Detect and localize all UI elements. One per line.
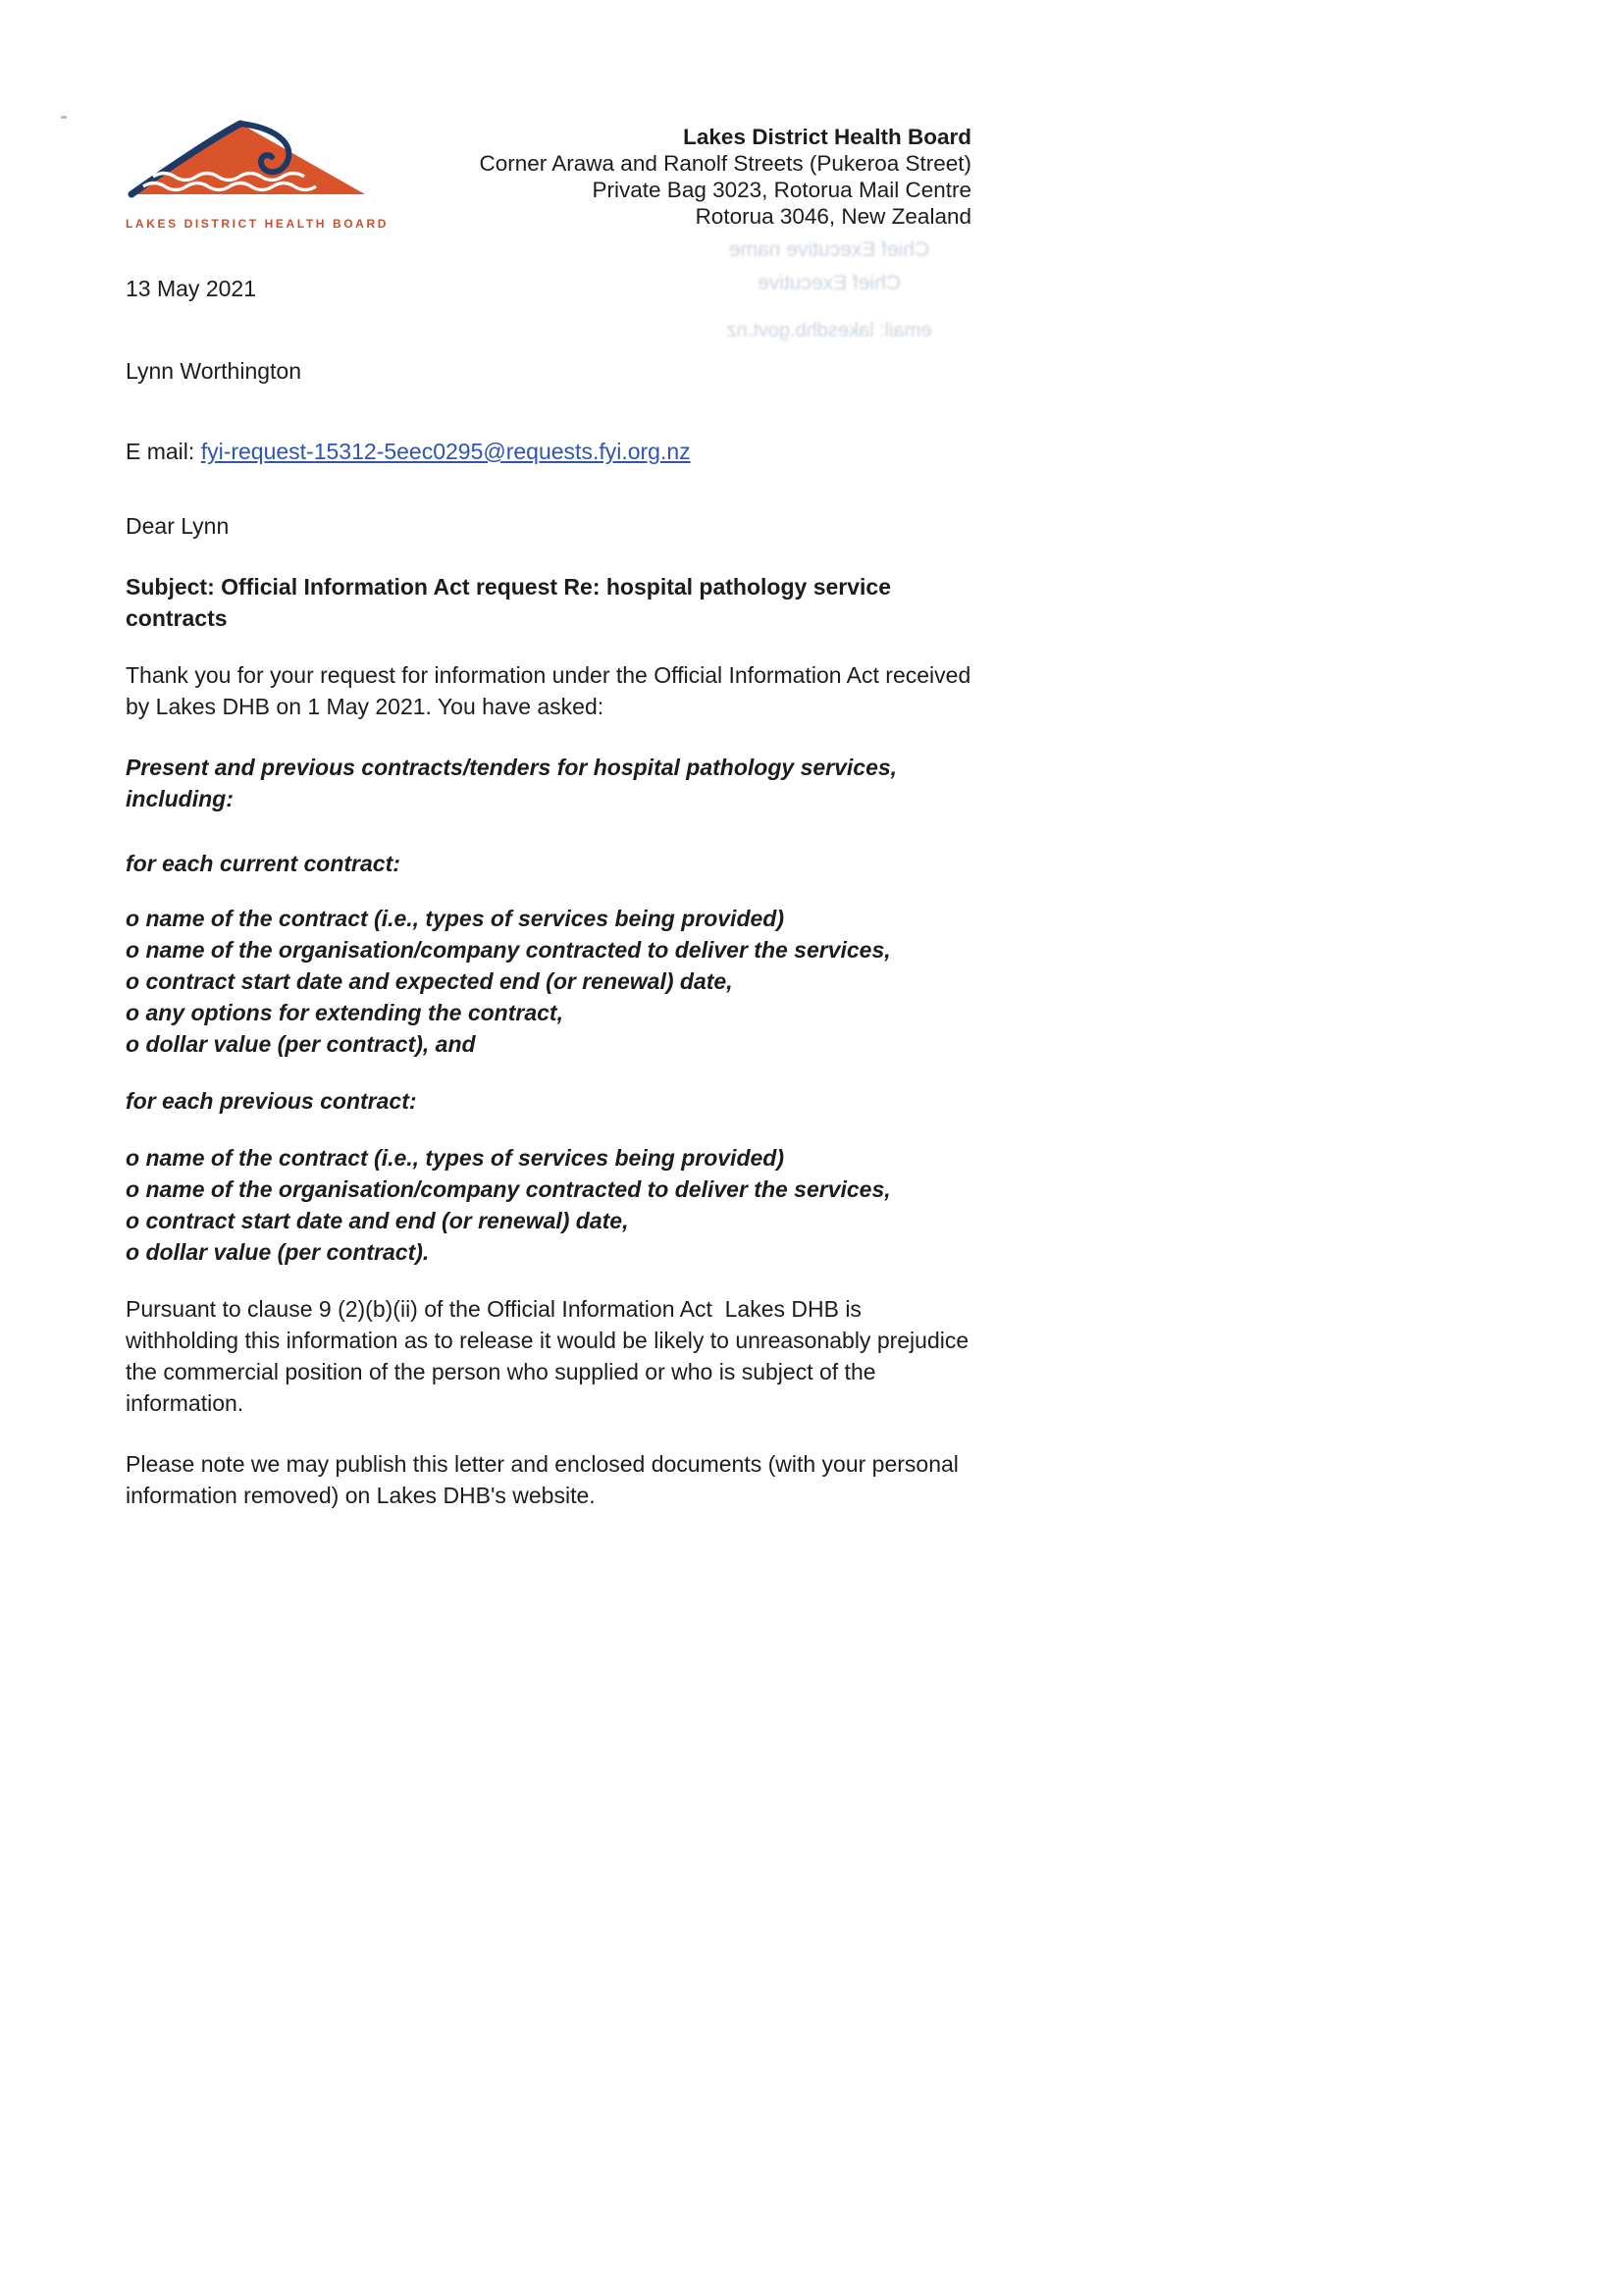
email-line xyxy=(126,436,971,467)
logo-caption: LAKES DISTRICT HEALTH BOARD xyxy=(126,217,389,231)
list-item: o name of the organisation/company contracted to deliver the services, xyxy=(126,1176,891,1202)
paragraph-withholding: Pursuant to clause 9 (2)(b)(ii) of the Official Information Act Lakes DHB is withholding this information as to release it would be likely to unreasonably prejudice the commercial position of the person who supplied or who is subject of the information. xyxy=(126,1296,975,1416)
list-item: o dollar value (per contract), and xyxy=(126,1031,476,1057)
list-item: o name of the contract (i.e., types of services being provided) xyxy=(126,1145,784,1171)
request-intro: Present and previous contracts/tenders for hospital pathology services, including: xyxy=(126,755,898,811)
list-item: o contract start date and end (or renewal) date, xyxy=(126,1208,629,1233)
list-item: o contract start date and expected end (or renewal) date, xyxy=(126,968,733,994)
sender-org-name: Lakes District Health Board xyxy=(683,125,971,149)
paragraph-thanks: Thank you for your request for information under the Official Information Act received by Lakes DHB on 1 May 2021. You have asked: xyxy=(126,662,971,719)
scan-artifact-mark xyxy=(61,116,67,119)
letterhead xyxy=(126,116,971,239)
lakes-dhb-logo xyxy=(126,116,391,239)
bleed-through-line: email: lakesdhb.govt.nz xyxy=(726,320,932,341)
previous-contract-list xyxy=(126,1142,971,1268)
email-link[interactable]: fyi-request-15312-5eec0295@requests.fyi.org.nz xyxy=(200,439,691,464)
sender-address xyxy=(480,116,972,230)
current-contract-heading: for each current contract: xyxy=(126,851,400,876)
salutation: Dear Lynn xyxy=(126,513,230,539)
letter-date: 13 May 2021 xyxy=(126,276,256,301)
lakes-dhb-logo-icon xyxy=(126,116,373,202)
letter-content xyxy=(126,116,975,1511)
list-item: o name of the organisation/company contracted to deliver the services, xyxy=(126,937,891,963)
recipient-name: Lynn Worthington xyxy=(126,358,302,384)
email-label: E mail: xyxy=(126,439,201,464)
list-item: o any options for extending the contract, xyxy=(126,1000,563,1025)
paragraph-publish: Please note we may publish this letter and enclosed documents (with your personal information removed) on Lakes DHB's website. xyxy=(126,1451,959,1508)
list-item: o dollar value (per contract). xyxy=(126,1239,430,1265)
bleed-through-line: Chief Executive name xyxy=(728,238,930,261)
subject-line: Subject: Official Information Act request Re: hospital pathology service contracts xyxy=(126,574,892,631)
list-item: o name of the contract (i.e., types of services being provided) xyxy=(126,906,784,931)
sender-address-line: Corner Arawa and Ranolf Streets (Pukeroa Street) xyxy=(479,151,971,176)
sender-address-line: Private Bag 3023, Rotorua Mail Centre xyxy=(592,178,971,202)
sender-address-line: Rotorua 3046, New Zealand xyxy=(695,204,971,229)
bleed-through-line: Chief Executive xyxy=(758,272,901,294)
previous-contract-heading: for each previous contract: xyxy=(126,1088,417,1114)
current-contract-list xyxy=(126,903,971,1060)
